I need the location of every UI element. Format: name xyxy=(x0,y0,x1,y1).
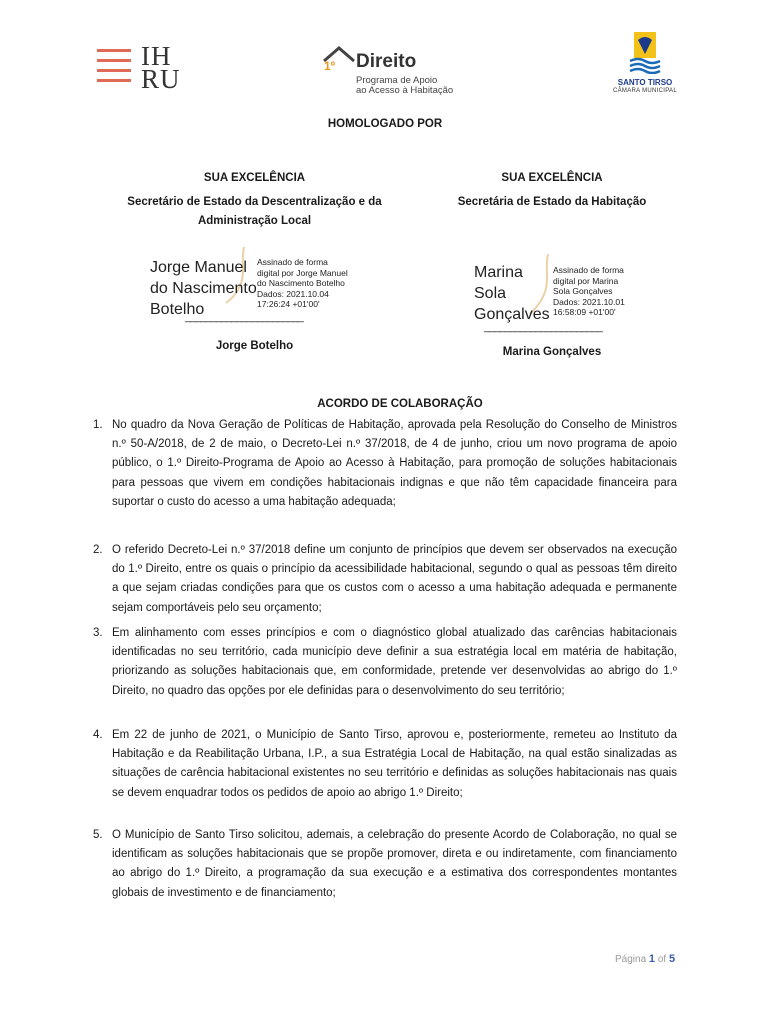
direito-word: Direito xyxy=(356,51,417,72)
list-item xyxy=(93,624,677,701)
left-sig-meta-1: Assinado de forma xyxy=(257,257,328,267)
direito-logo xyxy=(322,45,472,100)
direito-subtitle-1: Programa de Apoio xyxy=(356,75,438,86)
item-text: No quadro da Nova Geração de Políticas de Habitação, aprovada pela Resolução do Conselho de Ministros n.º 50-A/2018, de 2 de maio, o Decreto-Lei n.º 37/2018, de 4 de junho, criou um novo programa de apoio público, o 1.º Direito-Programa de Apoio ao Acesso à Habitação, para promoção de soluções habitacionais para pessoas que vivem em condições habitacionais indignas e que não têm capacidade financeira para suportar o custo do acesso a uma habitação adequada; xyxy=(112,419,677,508)
left-sig-name-1: Jorge Manuel xyxy=(150,259,247,276)
left-sig-meta-3: do Nascimento Botelho xyxy=(257,278,345,288)
footer-page-number: 1 xyxy=(648,953,656,965)
item-number: 4. xyxy=(93,729,103,741)
right-sig-meta-2: digital por Marina xyxy=(553,275,619,286)
left-signer-name: Jorge Botelho xyxy=(215,340,294,352)
right-sig-meta-3: Sola Gonçalves xyxy=(553,286,613,296)
item-text: Em 22 de junho de 2021, o Município de Santo Tirso, aprovou e, posteriormente, remeteu ao Instituto da Habitação e da Reabilitação Urbana, I.P., a sua Estratégia Local de Habitação, na qual estão sinalizadas as situações de carência habitacional existentes no seu território e definidas as soluções habitacionais nas quais se devem enquadrar todos os pedidos de apoio ao abrigo 1.º Direito; xyxy=(112,729,677,799)
left-signature-meta xyxy=(257,257,372,310)
left-role-line1: Secretário de Estado da Descentralização e da xyxy=(127,196,382,208)
footer-page-total: 5 xyxy=(668,953,676,965)
left-role-line2: Administração Local xyxy=(197,215,312,227)
left-sig-meta-2: digital por Jorge Manuel xyxy=(257,267,348,278)
santo-tirso-logo xyxy=(612,30,678,98)
ihru-text-line2: RU xyxy=(141,64,181,94)
left-heading-text: SUA EXCELÊNCIA xyxy=(203,172,306,184)
right-sig-name-2: Sola xyxy=(474,285,507,302)
footer-page-label: Página xyxy=(615,954,647,965)
santo-tirso-name: SANTO TIRSO xyxy=(617,78,673,87)
ihru-text-line1: IH xyxy=(141,41,172,71)
item-number: 2. xyxy=(93,544,103,556)
right-sig-meta-5: 16:58:09 +01'00' xyxy=(553,307,616,317)
left-sig-meta-5: 17:26:24 +01'00' xyxy=(257,299,320,309)
left-heading xyxy=(112,168,397,186)
footer-of-label: of xyxy=(657,954,667,965)
right-heading xyxy=(432,168,672,186)
right-role: Secretária de Estado da Habitação xyxy=(457,196,647,208)
direito-number: 1º xyxy=(324,59,336,73)
list-item xyxy=(93,541,677,618)
right-sig-meta-1: Assinado de forma xyxy=(553,265,624,275)
item-number: 5. xyxy=(93,829,103,841)
right-signature-meta xyxy=(553,265,643,318)
camara-municipal-label: CÂMARA MUNICIPAL xyxy=(612,88,678,94)
ihru-lines-icon xyxy=(97,49,131,89)
left-sig-name-3: Botelho xyxy=(150,301,205,318)
item-number: 3. xyxy=(93,627,103,639)
item-number: 1. xyxy=(93,419,103,431)
direito-subtitle-2: ao Acesso à Habitação xyxy=(356,85,454,96)
right-sig-meta-4: Dados: 2021.10.01 xyxy=(553,296,625,307)
santo-tirso-emblem-icon xyxy=(628,30,662,74)
right-signer-name: Marina Gonçalves xyxy=(502,346,602,358)
right-sig-name-1: Marina xyxy=(474,264,523,281)
item-text: O Município de Santo Tirso solicitou, ademais, a celebração do presente Acordo de Colaboração, no qual se identificam as soluções habitacionais que se propõe promover, direta e ou indiretamente, com financiamento ao abrigo do 1.º Direito, a programação da sua execução e a estimativa dos correspondentes montantes globais de investimento e de financiamento; xyxy=(112,829,677,899)
acordo-title: ACORDO DE COLABORAÇÃO xyxy=(317,398,483,410)
list-item xyxy=(93,726,677,803)
right-signature-rule: _______________________ xyxy=(484,321,602,333)
list-item xyxy=(93,416,677,512)
item-text: Em alinhamento com esses princípios e com o diagnóstico global atualizado das carências habitacionais identificadas no seu território, cada município deve definir a sua estratégia local em matéria de habitação, priorizando as soluções habitacionais que, em conformidade, pretende ver desenvolvidas ao abrigo do 1.º Direito, no quadro das opções por ele definidas para o desenvolvimento do seu território; xyxy=(112,627,677,697)
left-sig-meta-4: Dados: 2021.10.04 xyxy=(257,288,329,299)
right-sig-name-3: Gonçalves xyxy=(474,306,550,323)
homologado-title: HOMOLOGADO POR xyxy=(327,118,443,130)
list-item xyxy=(93,826,677,903)
right-heading-text: SUA EXCELÊNCIA xyxy=(501,172,603,184)
item-text: O referido Decreto-Lei n.º 37/2018 define um conjunto de princípios que devem ser observados na execução do 1.º Direito, entre os quais o princípio da acessibilidade habitacional, segundo o qual as pessoas têm direito a que sejam criadas condições para que os custos com o acesso a uma habitação adequada e permanente sejam comportáveis pelo seu orçamento; xyxy=(112,544,677,614)
left-signature-rule: _______________________ xyxy=(185,311,303,323)
ihru-logo xyxy=(93,35,183,95)
left-role xyxy=(112,193,397,231)
right-signature-name xyxy=(474,262,554,325)
page-footer xyxy=(615,953,675,965)
ihru-wordmark xyxy=(141,41,181,94)
left-sig-name-2: do Nascimento xyxy=(150,280,257,297)
